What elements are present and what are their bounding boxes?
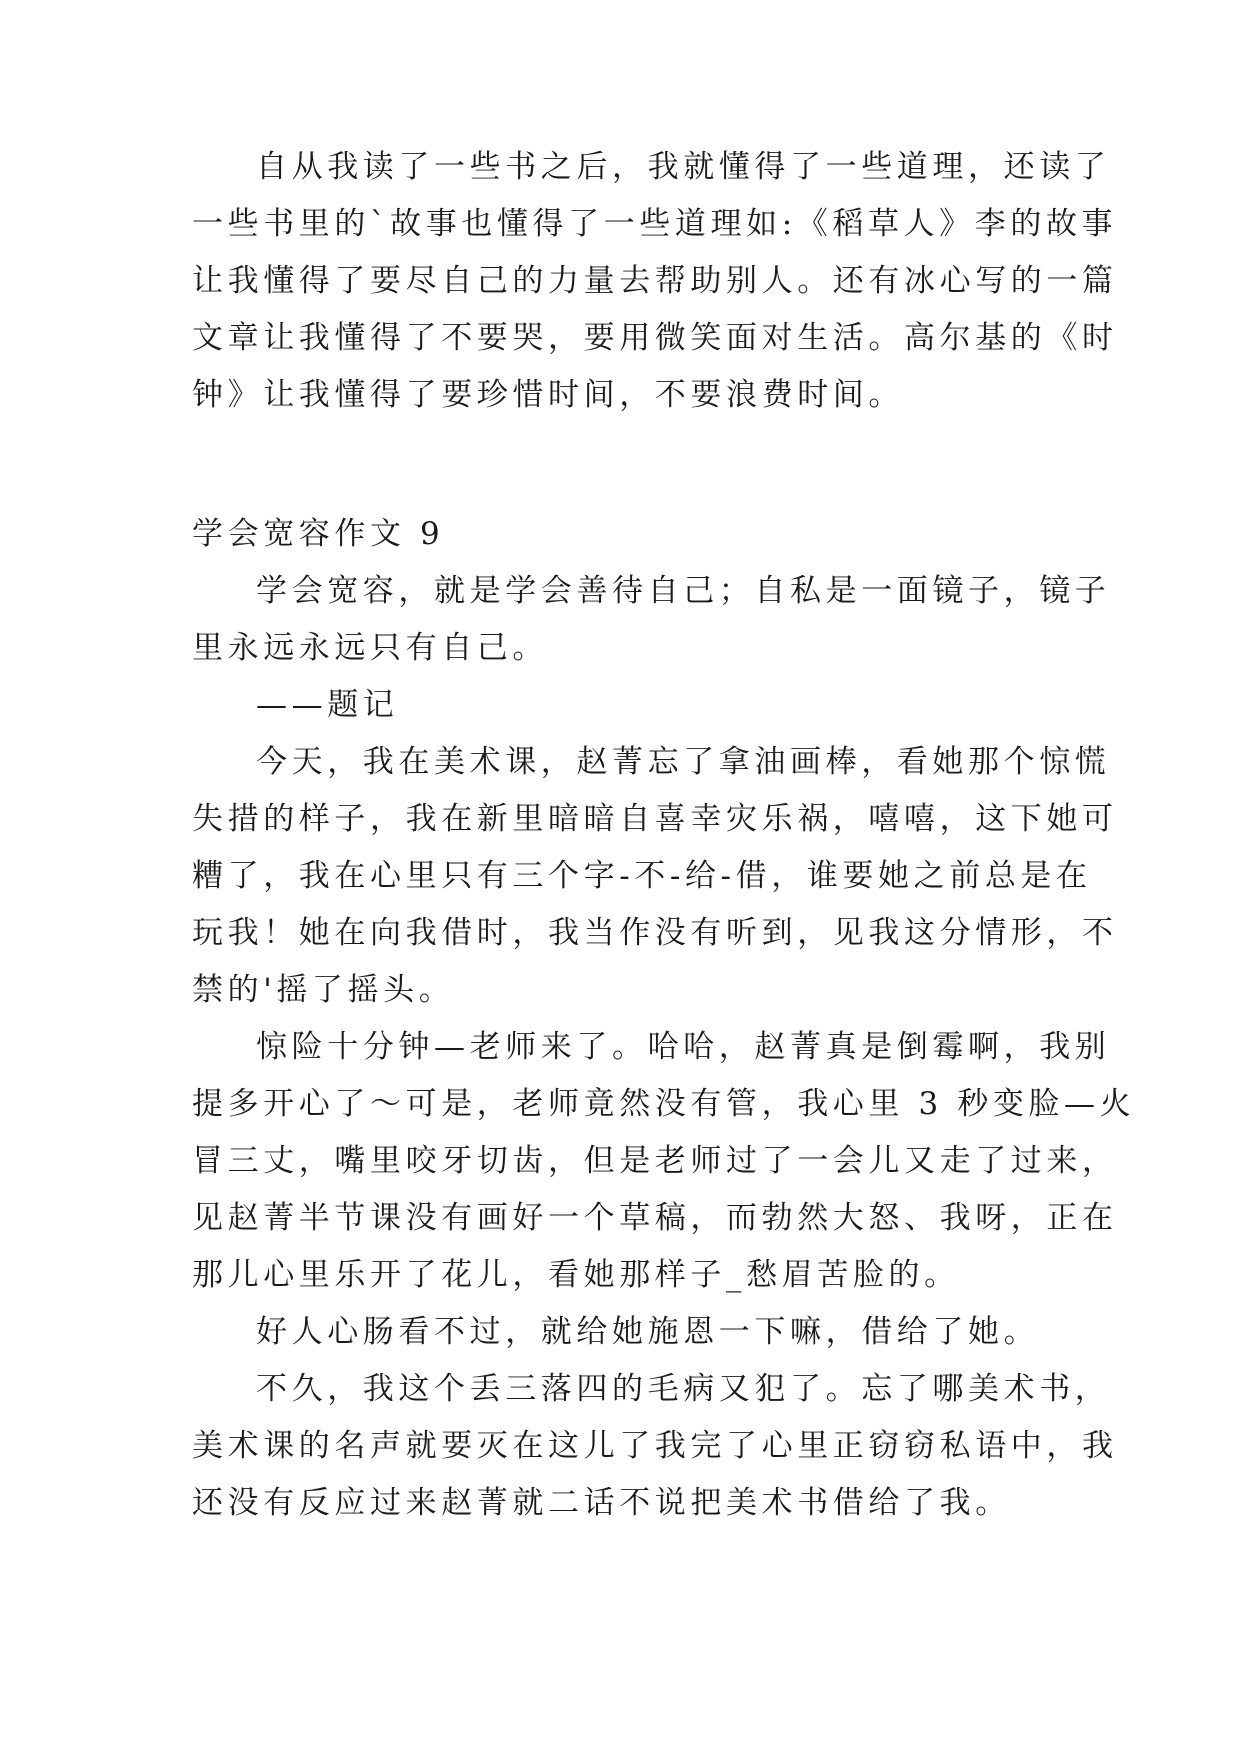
paragraph-line: 不久，我这个丢三落四的毛病又犯了。忘了哪美术书， bbox=[256, 1371, 1111, 1407]
paragraph-line: 禁的'摇了摇头。 bbox=[192, 972, 455, 1008]
paragraph-line: 好人心肠看不过，就给她施恩一下嘛，借给了她。 bbox=[256, 1314, 1040, 1350]
paragraph-line: 学会宽容，就是学会善待自己；自私是一面镜子，镜子 bbox=[256, 573, 1111, 609]
paragraph-line: 一些书里的`故事也懂得了一些道理如:《稻草人》李的故事 bbox=[192, 206, 1118, 242]
paragraph-line: 糟了，我在心里只有三个字-不-给-借，谁要她之前总是在 bbox=[192, 858, 1092, 894]
paragraph-line: 惊险十分钟—老师来了。哈哈，赵菁真是倒霉啊，我别 bbox=[256, 1029, 1111, 1065]
paragraph-line: 见赵菁半节课没有画好一个草稿，而勃然大怒、我呀，正在 bbox=[192, 1200, 1118, 1236]
paragraph-line: 让我懂得了要尽自己的力量去帮助别人。还有冰心写的一篇 bbox=[192, 263, 1118, 299]
paragraph-line: 提多开心了～可是，老师竟然没有管，我心里 3 秒变脸—火 bbox=[192, 1086, 1136, 1122]
section-heading: 学会宽容作文 9 bbox=[192, 516, 445, 552]
paragraph-line: 自从我读了一些书之后，我就懂得了一些道理，还读了 bbox=[256, 149, 1111, 185]
paragraph-line: 里永远永远只有自己。 bbox=[192, 630, 548, 666]
paragraph-line: 失措的样子，我在新里暗暗自喜幸灾乐祸，嘻嘻，这下她可 bbox=[192, 801, 1118, 837]
epigraph-attribution: ——题记 bbox=[256, 687, 399, 723]
paragraph-line: 玩我！她在向我借时，我当作没有听到，见我这分情形，不 bbox=[192, 915, 1118, 951]
paragraph-line: 文章让我懂得了不要哭，要用微笑面对生活。高尔基的《时 bbox=[192, 320, 1118, 356]
paragraph-line: 还没有反应过来赵菁就二话不说把美术书借给了我。 bbox=[192, 1485, 1011, 1521]
paragraph-line: 那儿心里乐开了花儿，看她那样子_愁眉苦脸的。 bbox=[192, 1257, 960, 1293]
paragraph-line: 冒三丈，嘴里咬牙切齿，但是老师过了一会儿又走了过来， bbox=[192, 1143, 1118, 1179]
paragraph-line: 今天，我在美术课，赵菁忘了拿油画棒，看她那个惊慌 bbox=[256, 744, 1111, 780]
paragraph-line: 钟》让我懂得了要珍惜时间，不要浪费时间。 bbox=[192, 377, 904, 413]
paragraph-line: 美术课的名声就要灭在这儿了我完了心里正窃窃私语中，我 bbox=[192, 1428, 1118, 1464]
